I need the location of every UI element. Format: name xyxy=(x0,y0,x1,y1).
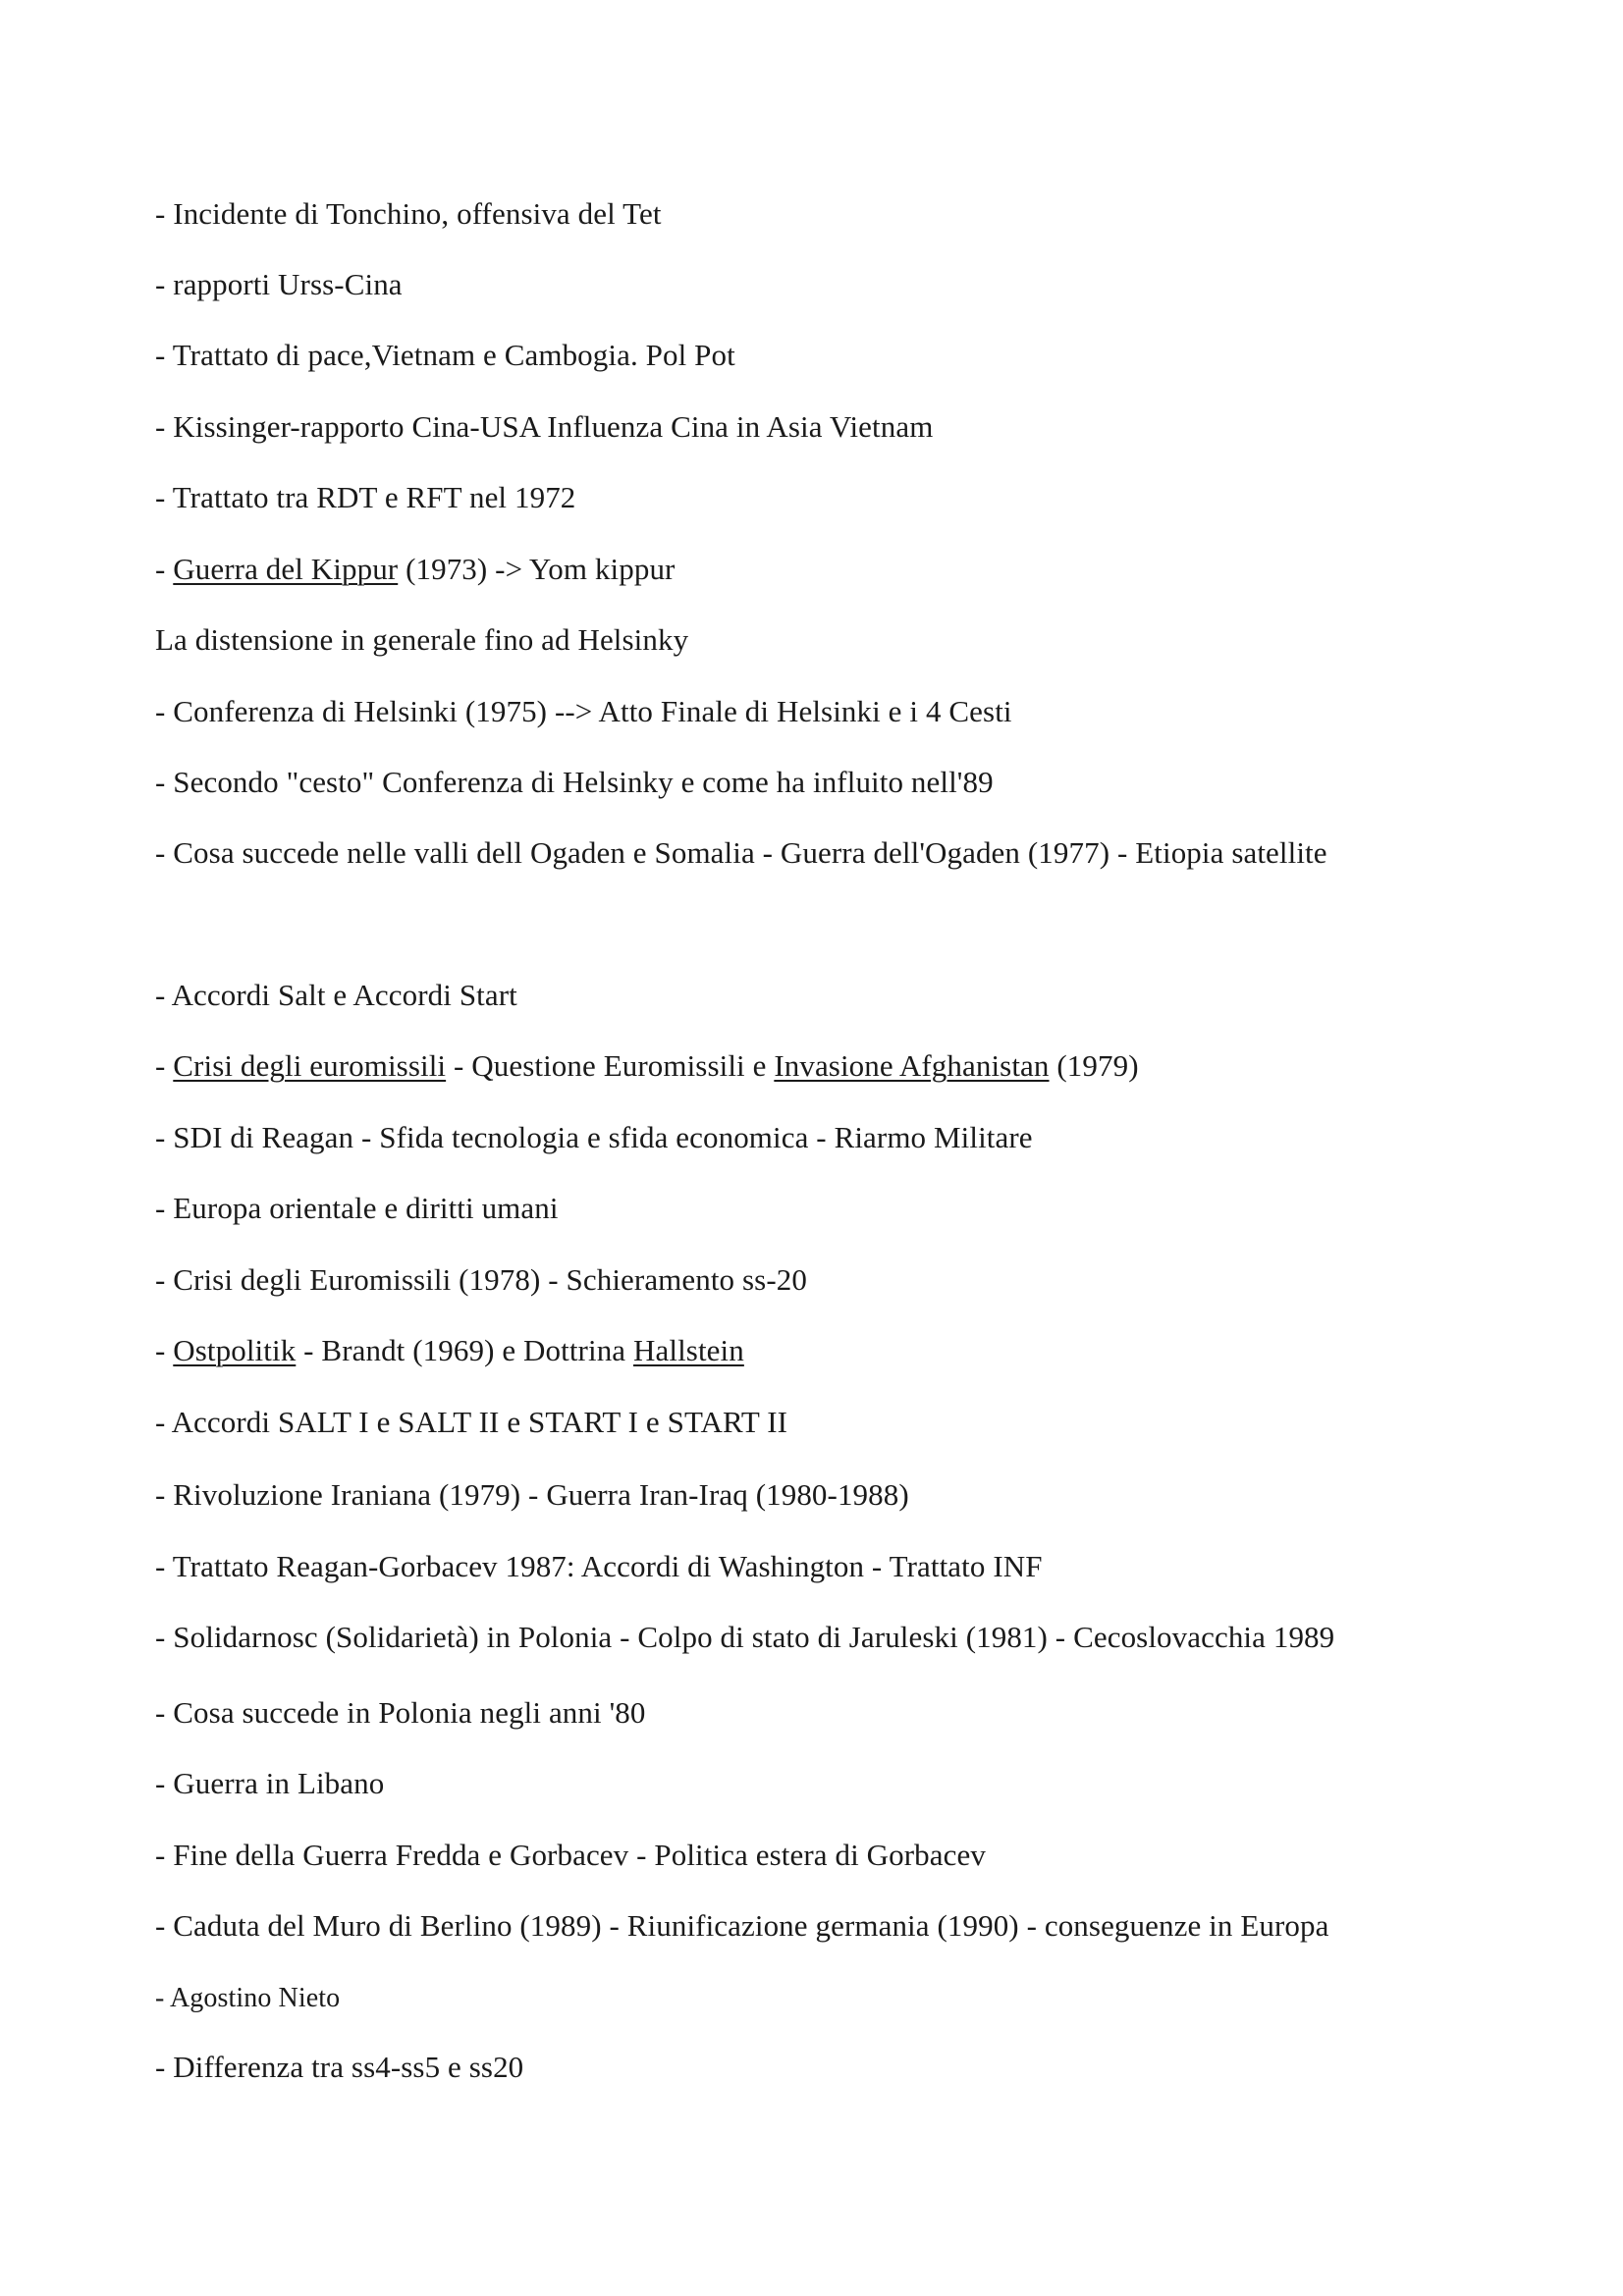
line-europa-orientale xyxy=(155,1189,559,1228)
text-ostpolitik-2: - Brandt (1969) e Dottrina xyxy=(296,1333,634,1367)
line-salt-start xyxy=(155,976,517,1015)
text-inf-0: - Trattato Reagan-Gorbacev 1987: Accordi di Washington - Trattato INF xyxy=(155,1549,1043,1583)
line-ss4-ss5 xyxy=(155,2048,523,2087)
line-euromissili-2 xyxy=(155,1260,807,1300)
text-polonia-80-0: - Cosa succede in Polonia negli anni '80 xyxy=(155,1695,646,1730)
line-inf xyxy=(155,1547,1043,1586)
text-salt-start-2-0: - Accordi SALT I e SALT II e START I e START II xyxy=(155,1405,788,1439)
text-pace-vietnam-0: - Trattato di pace,Vietnam e Cambogia. Pol Pot xyxy=(155,338,735,372)
text-europa-orientale-0: - Europa orientale e diritti umani xyxy=(155,1191,559,1225)
line-salt-start-2 xyxy=(155,1403,787,1442)
line-muro-berlino xyxy=(155,1906,1328,1946)
text-euromissili-2-0: - Crisi degli Euromissili (1978) - Schieramento ss-20 xyxy=(155,1262,807,1297)
text-kissinger-0: - Kissinger-rapporto Cina-USA Influenza Cina in Asia Vietnam xyxy=(155,409,934,444)
text-salt-start-0: - Accordi Salt e Accordi Start xyxy=(155,978,517,1012)
line-distensione xyxy=(155,620,688,660)
text-helsinki-0: - Conferenza di Helsinki (1975) --> Atto Finale di Helsinki e i 4 Cesti xyxy=(155,694,1012,728)
text-ostpolitik-0: - xyxy=(155,1333,174,1367)
text-fine-guerra-fredda-0: - Fine della Guerra Fredda e Gorbacev - Politica estera di Gorbacev xyxy=(155,1838,986,1872)
line-nieto xyxy=(155,1979,340,2018)
line-ogaden xyxy=(155,833,1327,873)
line-solidarnosc xyxy=(155,1618,1334,1657)
text-urss-cina-0: - rapporti Urss-Cina xyxy=(155,267,403,301)
text-kippur-2: (1973) -> Yom kippur xyxy=(398,552,676,586)
text-libano-0: - Guerra in Libano xyxy=(155,1766,385,1800)
text-solidarnosc-0: - Solidarnosc (Solidarietà) in Polonia - Colpo di stato di Jaruleski (1981) - Cecoslovacchia 1989 xyxy=(155,1620,1335,1654)
line-tonchino xyxy=(155,194,662,234)
text-ogaden-0: - Cosa succede nelle valli dell Ogaden e Somalia - Guerra dell'Ogaden (1977) - Etiopia satellite xyxy=(155,835,1327,870)
line-urss-cina xyxy=(155,265,403,304)
line-sdi xyxy=(155,1118,1033,1157)
text-euromissili-1-2: - Questione Euromissili e xyxy=(446,1048,775,1083)
line-iran xyxy=(155,1475,909,1515)
text-ss4-ss5-0: - Differenza tra ss4-ss5 e ss20 xyxy=(155,2050,524,2084)
line-polonia-80 xyxy=(155,1693,645,1733)
text-rdt-rft-0: - Trattato tra RDT e RFT nel 1972 xyxy=(155,480,576,514)
text-tonchino-0: - Incidente di Tonchino, offensiva del Tet xyxy=(155,196,662,231)
line-kissinger xyxy=(155,407,933,447)
text-secondo-cesto-0: - Secondo "cesto" Conferenza di Helsinky e come ha influito nell'89 xyxy=(155,765,994,799)
line-rdt-rft xyxy=(155,478,575,517)
text-sdi-0: - SDI di Reagan - Sfida tecnologia e sfida economica - Riarmo Militare xyxy=(155,1120,1033,1154)
link-ostpolitik-3[interactable]: Hallstein xyxy=(633,1333,744,1367)
line-ostpolitik xyxy=(155,1331,744,1370)
line-pace-vietnam xyxy=(155,336,735,375)
text-nieto-0: - Agostino Nieto xyxy=(155,1983,341,2013)
text-euromissili-1-0: - xyxy=(155,1048,174,1083)
line-helsinki xyxy=(155,692,1012,731)
text-euromissili-1-4: (1979) xyxy=(1049,1048,1139,1083)
link-ostpolitik-1[interactable]: Ostpolitik xyxy=(173,1333,297,1367)
text-kippur-0: - xyxy=(155,552,174,586)
text-iran-0: - Rivoluzione Iraniana (1979) - Guerra Iran-Iraq (1980-1988) xyxy=(155,1477,909,1512)
link-euromissili-1-1[interactable]: Crisi degli euromissili xyxy=(173,1048,447,1083)
text-distensione-0: La distensione in generale fino ad Helsinky xyxy=(155,622,689,657)
link-kippur-1[interactable]: Guerra del Kippur xyxy=(173,552,399,586)
link-euromissili-1-3[interactable]: Invasione Afghanistan xyxy=(774,1048,1050,1083)
line-kippur xyxy=(155,550,675,589)
line-libano xyxy=(155,1764,384,1803)
text-muro-berlino-0: - Caduta del Muro di Berlino (1989) - Riunificazione germania (1990) - conseguenze in Europa xyxy=(155,1908,1329,1943)
line-fine-guerra-fredda xyxy=(155,1836,986,1875)
line-euromissili-1 xyxy=(155,1046,1139,1086)
line-secondo-cesto xyxy=(155,763,994,802)
